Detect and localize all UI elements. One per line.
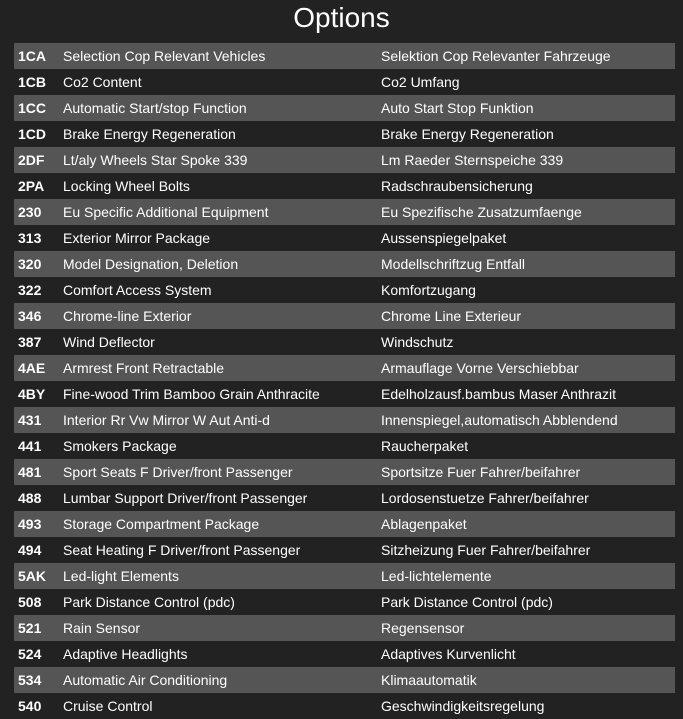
option-code: 346 (14, 303, 63, 329)
option-name-de: Park Distance Control (pdc) (381, 589, 675, 615)
option-name-en: Armrest Front Retractable (63, 355, 381, 381)
option-name-de: Edelholzausf.bambus Maser Anthrazit (381, 381, 675, 407)
table-row (14, 693, 675, 719)
option-name-de: Radschraubensicherung (381, 173, 675, 199)
option-name-en: Selection Cop Relevant Vehicles (63, 43, 381, 69)
option-code: 320 (14, 251, 63, 277)
option-name-en: Cruise Control (63, 693, 381, 719)
option-code: 540 (14, 693, 63, 719)
option-name-de: Ablagenpaket (381, 511, 675, 537)
option-name-de: Windschutz (381, 329, 675, 355)
option-code: 521 (14, 615, 63, 641)
option-code: 534 (14, 667, 63, 693)
option-name-de: Eu Spezifische Zusatzumfaenge (381, 199, 675, 225)
option-name-de: Modellschriftzug Entfall (381, 251, 675, 277)
table-row (14, 433, 675, 459)
option-name-en: Park Distance Control (pdc) (63, 589, 381, 615)
option-name-de: Lm Raeder Sternspeiche 339 (381, 147, 675, 173)
option-name-en: Wind Deflector (63, 329, 381, 355)
table-row (14, 563, 675, 589)
option-code: 1CB (14, 69, 63, 95)
option-name-en: Adaptive Headlights (63, 641, 381, 667)
option-name-de: Lordosenstuetze Fahrer/beifahrer (381, 485, 675, 511)
option-name-en: Chrome-line Exterior (63, 303, 381, 329)
option-name-en: Automatic Air Conditioning (63, 667, 381, 693)
option-name-de: Innenspiegel,automatisch Abblendend (381, 407, 675, 433)
option-code: 441 (14, 433, 63, 459)
option-code: 1CD (14, 121, 63, 147)
option-code: 494 (14, 537, 63, 563)
option-code: 488 (14, 485, 63, 511)
table-row (14, 355, 675, 381)
table-row (14, 407, 675, 433)
option-name-en: Storage Compartment Package (63, 511, 381, 537)
table-row (14, 225, 675, 251)
option-code: 313 (14, 225, 63, 251)
table-row (14, 615, 675, 641)
table-row (14, 511, 675, 537)
option-name-en: Automatic Start/stop Function (63, 95, 381, 121)
table-row (14, 95, 675, 121)
option-name-en: Brake Energy Regeneration (63, 121, 381, 147)
option-name-de: Co2 Umfang (381, 69, 675, 95)
table-row (14, 667, 675, 693)
option-code: 387 (14, 329, 63, 355)
option-name-en: Locking Wheel Bolts (63, 173, 381, 199)
table-row (14, 277, 675, 303)
table-row (14, 329, 675, 355)
table-row (14, 589, 675, 615)
option-code: 4BY (14, 381, 63, 407)
option-name-de: Led-lichtelemente (381, 563, 675, 589)
option-name-en: Comfort Access System (63, 277, 381, 303)
table-row (14, 381, 675, 407)
table-row (14, 641, 675, 667)
table-row (14, 485, 675, 511)
table-row (14, 147, 675, 173)
option-name-en: Seat Heating F Driver/front Passenger (63, 537, 381, 563)
table-row (14, 251, 675, 277)
option-name-en: Interior Rr Vw Mirror W Aut Anti-d (63, 407, 381, 433)
option-name-de: Komfortzugang (381, 277, 675, 303)
option-code: 493 (14, 511, 63, 537)
table-row (14, 537, 675, 563)
table-row (14, 199, 675, 225)
option-name-de: Raucherpaket (381, 433, 675, 459)
table-row (14, 459, 675, 485)
option-code: 431 (14, 407, 63, 433)
option-name-de: Adaptives Kurvenlicht (381, 641, 675, 667)
option-code: 230 (14, 199, 63, 225)
option-code: 524 (14, 641, 63, 667)
page-title: Options (293, 2, 390, 33)
table-row (14, 173, 675, 199)
option-name-de: Auto Start Stop Funktion (381, 95, 675, 121)
option-name-de: Regensensor (381, 615, 675, 641)
option-name-de: Sitzheizung Fuer Fahrer/beifahrer (381, 537, 675, 563)
table-row (14, 69, 675, 95)
options-table (14, 43, 675, 719)
option-code: 322 (14, 277, 63, 303)
option-name-de: Aussenspiegelpaket (381, 225, 675, 251)
option-name-de: Geschwindigkeitsregelung (381, 693, 675, 719)
option-code: 2PA (14, 173, 63, 199)
option-name-de: Chrome Line Exterieur (381, 303, 675, 329)
option-code: 4AE (14, 355, 63, 381)
table-row (14, 121, 675, 147)
option-name-de: Selektion Cop Relevanter Fahrzeuge (381, 43, 675, 69)
option-code: 1CA (14, 43, 63, 69)
option-name-en: Exterior Mirror Package (63, 225, 381, 251)
option-name-en: Rain Sensor (63, 615, 381, 641)
option-name-en: Lt/aly Wheels Star Spoke 339 (63, 147, 381, 173)
option-name-de: Klimaautomatik (381, 667, 675, 693)
option-name-de: Brake Energy Regeneration (381, 121, 675, 147)
option-name-en: Smokers Package (63, 433, 381, 459)
option-code: 2DF (14, 147, 63, 173)
option-code: 5AK (14, 563, 63, 589)
option-name-de: Sportsitze Fuer Fahrer/beifahrer (381, 459, 675, 485)
options-table-body (14, 43, 675, 719)
table-row (14, 303, 675, 329)
option-name-en: Fine-wood Trim Bamboo Grain Anthracite (63, 381, 381, 407)
table-row (14, 43, 675, 69)
option-code: 1CC (14, 95, 63, 121)
option-name-de: Armauflage Vorne Verschiebbar (381, 355, 675, 381)
option-name-en: Lumbar Support Driver/front Passenger (63, 485, 381, 511)
option-name-en: Model Designation, Deletion (63, 251, 381, 277)
option-code: 508 (14, 589, 63, 615)
option-name-en: Sport Seats F Driver/front Passenger (63, 459, 381, 485)
option-name-en: Co2 Content (63, 69, 381, 95)
option-name-en: Eu Specific Additional Equipment (63, 199, 381, 225)
option-name-en: Led-light Elements (63, 563, 381, 589)
option-code: 481 (14, 459, 63, 485)
